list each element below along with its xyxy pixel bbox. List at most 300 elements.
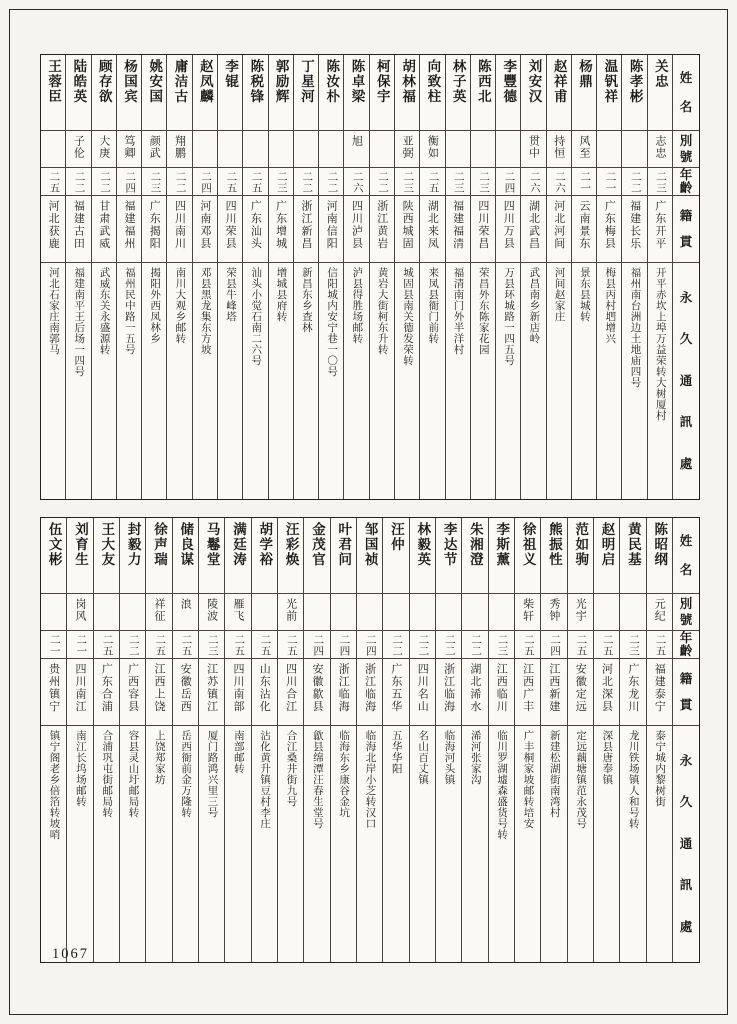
person-alias: 衡如: [426, 135, 439, 159]
person-address: 泸县得胜场邮转: [351, 267, 363, 344]
person-address: 临海北岸小芝转汉口: [364, 730, 376, 829]
person-name: 黄民基: [625, 522, 641, 567]
person-origin: 湖北武昌: [527, 200, 540, 250]
person-address: 合江桑井街九号: [285, 730, 297, 807]
person-age: 二二: [629, 171, 641, 194]
person-age: 二五: [48, 171, 60, 194]
person-address: 黄岩大街柯东升转: [376, 267, 388, 355]
person-column: [173, 518, 199, 962]
person-age: 二四: [124, 171, 136, 194]
person-column: [142, 55, 167, 499]
name-cell: [278, 518, 303, 594]
alias-cell: [92, 131, 116, 168]
origin-cell: [647, 659, 672, 726]
address-cell: [41, 726, 66, 962]
origin-cell: [357, 659, 382, 726]
origin-cell: [218, 196, 242, 263]
address-cell: [120, 726, 145, 962]
person-name: 顾存欲: [96, 59, 112, 104]
origin-cell: [568, 659, 593, 726]
person-origin: 四川泸县: [350, 200, 363, 250]
person-address: 景东县城转: [578, 267, 590, 322]
person-column: [471, 55, 496, 499]
age-cell: [541, 631, 566, 659]
address-cell: [436, 726, 461, 962]
person-column: [269, 55, 294, 499]
person-address: 沾化黄升镇豆村李庄: [259, 730, 271, 829]
name-cell: [142, 55, 166, 131]
address-cell: [357, 726, 382, 962]
header-address-label: 永 久 通 訊 處: [679, 290, 693, 471]
person-column: [383, 518, 409, 962]
person-alias: 元纪: [653, 598, 666, 622]
address-cell: [648, 263, 672, 499]
origin-cell: [420, 196, 444, 263]
origin-cell: [648, 196, 672, 263]
name-cell: [383, 518, 408, 594]
name-cell: [420, 55, 444, 131]
alias-cell: [420, 131, 444, 168]
person-name: 陈税锋: [248, 59, 264, 104]
age-cell: [594, 631, 619, 659]
name-cell: [496, 55, 520, 131]
alias-cell: [594, 594, 619, 631]
address-cell: [278, 726, 303, 962]
address-cell: [620, 726, 645, 962]
address-cell: [344, 263, 368, 499]
age-cell: [496, 168, 520, 196]
person-alias: 祥征: [152, 598, 165, 622]
person-name: 储良谋: [178, 522, 194, 567]
age-cell: [489, 631, 514, 659]
header-origin-label: 籍 貫: [673, 196, 699, 263]
person-name: 汪仲: [388, 522, 404, 552]
person-column: [199, 518, 225, 962]
person-origin: 广东龙川: [626, 663, 639, 713]
alias-cell: [146, 594, 171, 631]
person-address: 邓县黑龙集东方坡: [199, 267, 211, 355]
alias-cell: [515, 594, 540, 631]
person-age: 二五: [427, 171, 439, 194]
person-column: [92, 55, 117, 499]
person-name: 朱湘澄: [467, 522, 483, 567]
person-name: 马鬈堂: [204, 522, 220, 567]
name-cell: [541, 518, 566, 594]
origin-cell: [489, 659, 514, 726]
person-origin: 河北深县: [600, 663, 613, 713]
person-age: 二五: [259, 634, 271, 657]
person-name: 丁星河: [298, 59, 314, 104]
person-column: [304, 518, 330, 962]
person-column: [594, 518, 620, 962]
origin-cell: [331, 659, 356, 726]
person-age: 二五: [601, 634, 613, 657]
person-origin: 四川南部: [231, 663, 244, 713]
origin-cell: [94, 659, 119, 726]
person-name: 封毅力: [125, 522, 141, 567]
name-cell: [94, 518, 119, 594]
address-cell: [117, 263, 141, 499]
origin-cell: [515, 659, 540, 726]
age-cell: [370, 168, 394, 196]
name-cell: [370, 55, 394, 131]
person-address: 临海东乡康谷金坑: [338, 730, 350, 818]
age-cell: [395, 168, 419, 196]
alias-cell: [173, 594, 198, 631]
origin-cell: [167, 196, 191, 263]
age-cell: [462, 631, 487, 659]
person-origin: 广东增城: [274, 200, 287, 250]
person-age: 二五: [654, 634, 666, 657]
origin-cell: [344, 196, 368, 263]
person-columns-top: [41, 55, 673, 499]
alias-cell: [142, 131, 166, 168]
person-origin: 湖北浠水: [468, 663, 481, 713]
name-cell: [547, 55, 571, 131]
origin-cell: [252, 659, 277, 726]
address-cell: [515, 726, 540, 962]
address-cell: [471, 263, 495, 499]
person-age: 二三: [478, 171, 490, 194]
origin-cell: [278, 659, 303, 726]
person-age: 二二: [470, 634, 482, 657]
age-cell: [225, 631, 250, 659]
age-cell: [67, 631, 92, 659]
person-origin: 广东开平: [653, 200, 666, 250]
name-cell: [446, 55, 470, 131]
age-cell: [568, 631, 593, 659]
person-column: [547, 55, 572, 499]
name-cell: [252, 518, 277, 594]
age-cell: [572, 168, 596, 196]
person-age: 二四: [549, 634, 561, 657]
name-cell: [471, 55, 495, 131]
person-address: 龙川铁场镇人和号转: [627, 730, 639, 829]
person-address: 福清南门外半洋村: [452, 267, 464, 355]
address-cell: [294, 263, 318, 499]
origin-cell: [41, 659, 66, 726]
address-cell: [304, 726, 329, 962]
person-column: [117, 55, 142, 499]
person-age: 二一: [579, 171, 591, 194]
person-origin: 浙江临海: [442, 663, 455, 713]
alias-cell: [331, 594, 356, 631]
person-columns-bottom: [41, 518, 673, 962]
name-cell: [572, 55, 596, 131]
person-address: 五华华阳: [390, 730, 402, 774]
address-cell: [146, 726, 171, 962]
age-cell: [218, 168, 242, 196]
name-cell: [357, 518, 382, 594]
age-cell: [383, 631, 408, 659]
person-column: [446, 55, 471, 499]
person-age: 二六: [528, 171, 540, 194]
person-name: 陈汝朴: [324, 59, 340, 104]
person-age: 二五: [225, 171, 237, 194]
person-address: 福州民中路一五号: [123, 267, 135, 355]
person-age: 二四: [364, 634, 376, 657]
name-cell: [92, 55, 116, 131]
name-cell: [594, 518, 619, 594]
person-alias: 陵波: [205, 598, 218, 622]
person-name: 邹国祯: [362, 522, 378, 567]
origin-cell: [304, 659, 329, 726]
name-cell: [199, 518, 224, 594]
person-origin: 江西临川: [495, 663, 508, 713]
person-age: 二五: [154, 634, 166, 657]
age-cell: [173, 631, 198, 659]
person-age: 二二: [127, 634, 139, 657]
person-name: 柯保宇: [374, 59, 390, 104]
person-address: 荣县牛峰塔: [224, 267, 236, 322]
person-name: 林子英: [450, 59, 466, 104]
person-name: 李达节: [441, 522, 457, 567]
person-name: 姚安国: [147, 59, 163, 104]
person-address: 武威东关永盛源转: [98, 267, 110, 355]
person-age: 二六: [554, 171, 566, 194]
person-name: 汪彩焕: [283, 522, 299, 567]
alias-cell: [547, 131, 571, 168]
person-origin: 陕西城固: [401, 200, 414, 250]
alias-cell: [304, 594, 329, 631]
origin-cell: [146, 659, 171, 726]
person-column: [436, 518, 462, 962]
person-alias: 大庚: [97, 135, 110, 159]
person-origin: 河北获鹿: [47, 200, 60, 250]
person-name: 李斯薰: [494, 522, 510, 567]
alias-cell: [647, 594, 672, 631]
person-name: 向致柱: [425, 59, 441, 104]
person-alias: 子伦: [72, 135, 85, 159]
person-column: [331, 518, 357, 962]
person-name: 胡学裕: [257, 522, 273, 567]
age-cell: [66, 168, 90, 196]
address-cell: [395, 263, 419, 499]
address-cell: [647, 726, 672, 962]
person-name: 李豐德: [501, 59, 517, 104]
person-origin: 江苏镇江: [205, 663, 218, 713]
person-name: 林毅英: [415, 522, 431, 567]
alias-cell: [117, 131, 141, 168]
person-alias: 浪: [179, 598, 192, 610]
person-column: [597, 55, 622, 499]
person-origin: 江西上饶: [152, 663, 165, 713]
origin-cell: [541, 659, 566, 726]
address-cell: [410, 726, 435, 962]
alias-cell: [252, 594, 277, 631]
alias-cell: [410, 594, 435, 631]
age-cell: [515, 631, 540, 659]
name-cell: [647, 518, 672, 594]
person-address: 新昌东乡查林: [300, 267, 312, 333]
alias-cell: [496, 131, 520, 168]
person-age: 二五: [575, 634, 587, 657]
person-age: 二五: [101, 634, 113, 657]
person-address: 荣昌外东陈家花园: [477, 267, 489, 355]
age-cell: [278, 631, 303, 659]
origin-cell: [395, 196, 419, 263]
person-address: 信阳城内安宁巷一〇号: [326, 267, 338, 377]
name-cell: [521, 55, 545, 131]
person-address: 泰宁城内黎树街: [654, 730, 666, 807]
person-name: 满廷涛: [230, 522, 246, 567]
person-origin: 甘肃武威: [97, 200, 110, 250]
name-cell: [304, 518, 329, 594]
name-cell: [622, 55, 646, 131]
person-column: [94, 518, 120, 962]
origin-cell: [41, 196, 65, 263]
address-cell: [142, 263, 166, 499]
person-column: [357, 518, 383, 962]
person-alias: 雁飞: [231, 598, 244, 622]
person-address: 名山百丈镇: [417, 730, 429, 785]
name-cell: [41, 518, 66, 594]
person-column: [294, 55, 319, 499]
address-cell: [331, 726, 356, 962]
person-address: 梅县丙村垇增兴: [604, 267, 616, 344]
alias-cell: [344, 131, 368, 168]
person-origin: 安徽岳西: [179, 663, 192, 713]
origin-cell: [594, 659, 619, 726]
address-cell: [521, 263, 545, 499]
alias-cell: [294, 131, 318, 168]
age-cell: [331, 631, 356, 659]
origin-cell: [319, 196, 343, 263]
header-age-label: 年 齡: [673, 631, 699, 659]
person-column: [243, 55, 268, 499]
age-cell: [420, 168, 444, 196]
name-cell: [395, 55, 419, 131]
person-address: 容县灵山圩邮局转: [127, 730, 139, 818]
person-origin: 四川南江: [73, 663, 86, 713]
person-age: 二五: [180, 634, 192, 657]
alias-cell: [597, 131, 621, 168]
origin-cell: [496, 196, 520, 263]
person-name: 郭励辉: [273, 59, 289, 104]
person-column: [167, 55, 192, 499]
origin-cell: [383, 659, 408, 726]
age-cell: [142, 168, 166, 196]
person-address: 万县环城路一四五号: [503, 267, 515, 366]
person-alias: 翔鹏: [173, 135, 186, 159]
person-address: 河间赵家庄: [553, 267, 565, 322]
person-name: 庸洁古: [172, 59, 188, 104]
person-name: 刘安汉: [526, 59, 542, 104]
person-alias: 贯中: [527, 135, 540, 159]
person-name: 王蓉臣: [46, 59, 62, 104]
person-origin: 河北河间: [552, 200, 565, 250]
header-alias-label: 別 號: [673, 594, 699, 631]
origin-cell: [92, 196, 116, 263]
age-cell: [521, 168, 545, 196]
person-origin: 广东揭阳: [148, 200, 161, 250]
person-origin: 浙江临海: [337, 663, 350, 713]
person-age: 二三: [496, 634, 508, 657]
person-address: 定远藕塘镇范永茂号: [575, 730, 587, 829]
name-cell: [173, 518, 198, 594]
address-cell: [489, 726, 514, 962]
person-name: 徐祖义: [520, 522, 536, 567]
name-cell: [515, 518, 540, 594]
address-cell: [594, 726, 619, 962]
age-cell: [199, 631, 224, 659]
person-age: 二五: [233, 634, 245, 657]
origin-cell: [462, 659, 487, 726]
person-address: 镇宁阁老乡倍箔转坡哨: [48, 730, 60, 840]
person-name: 徐声瑞: [151, 522, 167, 567]
person-column: [489, 518, 515, 962]
name-cell: [146, 518, 171, 594]
alias-cell: [471, 131, 495, 168]
person-column: [420, 55, 445, 499]
age-cell: [41, 168, 65, 196]
person-column: [120, 518, 146, 962]
person-alias: 颜武: [148, 135, 161, 159]
person-origin: 广东梅县: [603, 200, 616, 250]
address-cell: [496, 263, 520, 499]
person-age: 二五: [285, 634, 297, 657]
person-address: 上饶郑家坊: [153, 730, 165, 785]
age-cell: [410, 631, 435, 659]
header-address-label: 永 久 通 訊 處: [679, 753, 693, 934]
person-origin: 广东五华: [389, 663, 402, 713]
person-age: 二四: [503, 171, 515, 194]
name-cell: [410, 518, 435, 594]
age-cell: [304, 631, 329, 659]
origin-cell: [622, 196, 646, 263]
address-cell: [446, 263, 470, 499]
header-alias-label: 別 號: [673, 131, 699, 168]
age-cell: [294, 168, 318, 196]
person-age: 二二: [174, 171, 186, 194]
person-name: 杨国宾: [121, 59, 137, 104]
alias-cell: [622, 131, 646, 168]
person-origin: 贵州镇宁: [47, 663, 60, 713]
origin-cell: [294, 196, 318, 263]
alias-cell: [572, 131, 596, 168]
name-cell: [489, 518, 514, 594]
age-cell: [357, 631, 382, 659]
person-alias: 光宇: [574, 598, 587, 622]
person-origin: 河南邓县: [198, 200, 211, 250]
person-name: 伍文彬: [46, 522, 62, 567]
person-column: [370, 55, 395, 499]
address-cell: [199, 726, 224, 962]
person-age: 二一: [604, 171, 616, 194]
alias-cell: [120, 594, 145, 631]
alias-cell: [67, 594, 92, 631]
alias-cell: [278, 594, 303, 631]
person-column: [193, 55, 218, 499]
address-cell: [193, 263, 217, 499]
address-cell: [383, 726, 408, 962]
alias-cell: [395, 131, 419, 168]
person-origin: 四川荣昌: [476, 200, 489, 250]
person-column: [319, 55, 344, 499]
origin-cell: [199, 659, 224, 726]
person-age: 二三: [655, 171, 667, 194]
name-cell: [568, 518, 593, 594]
name-cell: [193, 55, 217, 131]
person-name: 杨鼎: [577, 59, 593, 89]
person-age: 二六: [351, 171, 363, 194]
person-name: 赵祥甫: [551, 59, 567, 104]
age-cell: [471, 168, 495, 196]
person-address: 福建南平王后场一四号: [73, 267, 85, 377]
alias-cell: [225, 594, 250, 631]
person-alias: 亚弼: [401, 135, 414, 159]
person-column: [568, 518, 594, 962]
